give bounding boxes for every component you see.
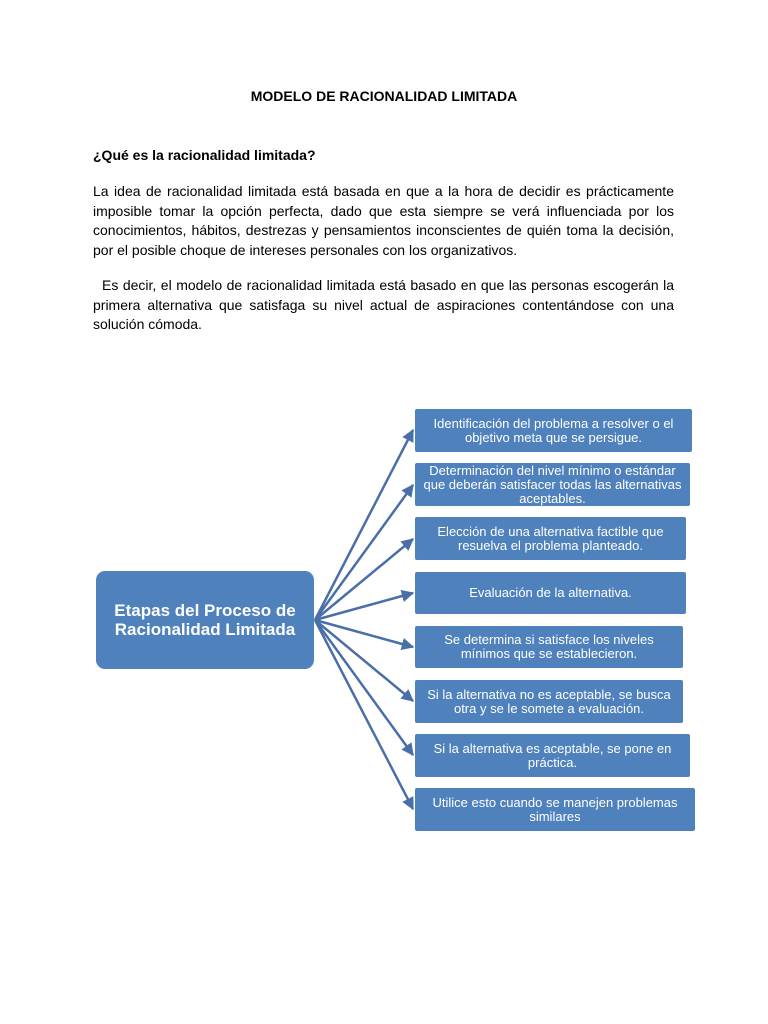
step-label: Evaluación de la alternativa.	[469, 585, 632, 600]
connector-1	[315, 430, 413, 620]
paragraph-definition: La idea de racionalidad limitada está basada en que a la hora de decidir es prácticamente imposible tomar la opción perfecta, dado que esta siempre se verá influenciada por los conocimientos, hábitos, destrezas y pensamientos inconscientes de quién toma la decisión, por el posible choque de intereses personales con los organizativos.	[93, 183, 674, 258]
step-label: Si la alternativa es aceptable, se pone en práctica.	[433, 740, 672, 770]
step-box-7	[414, 733, 691, 778]
step-label: Determinación del nivel mínimo o estándar que deberán satisfacer todas las alternativas aceptables.	[423, 462, 682, 506]
diagram-center-label: Etapas del Proceso de Racionalidad Limitada	[114, 601, 296, 639]
step-box-1	[414, 408, 693, 453]
step-box-6	[414, 679, 684, 724]
diagram-center-node	[96, 571, 314, 669]
document-title: MODELO DE RACIONALIDAD LIMITADA	[250, 88, 518, 104]
step-label: Elección de una alternativa factible que resuelva el problema planteado.	[437, 523, 664, 553]
step-label: Si la alternativa no es aceptable, se busca otra y se le somete a evaluación.	[427, 686, 671, 716]
step-box-3	[414, 516, 687, 561]
step-box-4	[414, 571, 687, 615]
step-label: Identificación del problema a resolver o el objetivo meta que se persigue.	[433, 415, 674, 445]
paragraph-explanation-text: Es decir, el modelo de racionalidad limitada está basado en que las personas escogerán la primera alternativa que satisfaga su nivel actual de aspiraciones contentándose con una solución cómoda.	[93, 277, 674, 332]
step-box-2	[414, 462, 691, 507]
section-question: ¿Qué es la racionalidad limitada?	[93, 147, 316, 163]
step-box-5	[414, 625, 684, 669]
step-box-8	[414, 787, 696, 832]
step-label: Utilice esto cuando se manejen problemas similares	[432, 794, 678, 824]
step-label: Se determina si satisface los niveles mínimos que se establecieron.	[444, 632, 654, 661]
connector-8	[315, 620, 413, 809]
